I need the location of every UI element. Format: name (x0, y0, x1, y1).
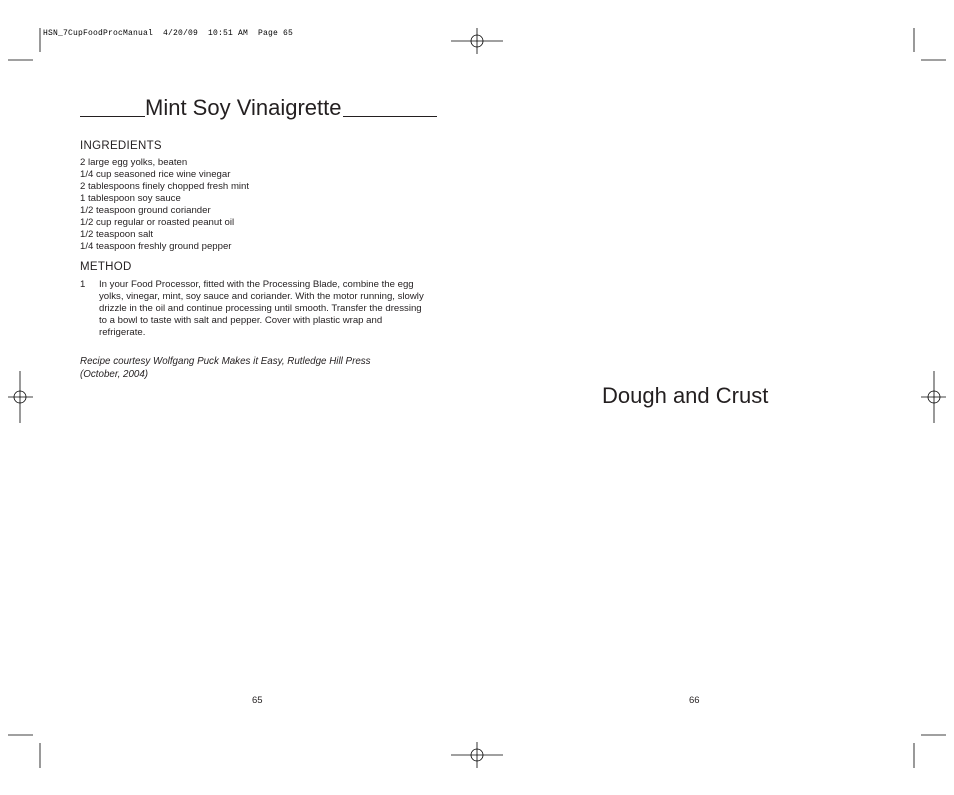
page-number-right: 66 (689, 695, 700, 706)
registration-mark-left (8, 371, 33, 423)
section-title: Dough and Crust (602, 383, 769, 408)
ingredient-item: 1/2 cup regular or roasted peanut oil (80, 217, 235, 228)
print-slug: HSN_7CupFoodProcManual 4/20/09 10:51 AM Page 65 (43, 29, 294, 38)
ingredient-item: 1/2 teaspoon salt (80, 229, 154, 240)
recipe-title: Mint Soy Vinaigrette (145, 95, 342, 120)
method-step (80, 279, 425, 339)
recipe-credit (80, 355, 430, 381)
registration-mark-top (451, 28, 503, 54)
ingredient-item: 1 tablespoon soy sauce (80, 193, 181, 204)
credit-line: Recipe courtesy Wolfgang Puck Makes it Easy, Rutledge Hill Press (80, 356, 371, 367)
ingredient-item: 1/4 teaspoon freshly ground pepper (80, 241, 232, 252)
registration-mark-bottom (451, 742, 503, 768)
ingredients-list (80, 157, 249, 253)
step-text: In your Food Processor, fitted with the Processing Blade, combine the egg yolks, vinegar, mint, soy sauce and coriander. With the motor running, slowly drizzle in the oil and continue processing until smooth. Transfer the dressing to a bowl to taste with salt and pepper. Cover with plastic wrap and refrigerate. (99, 279, 424, 338)
ingredients-heading: INGREDIENTS (80, 140, 162, 152)
registration-mark-right (921, 371, 946, 423)
ingredient-item: 1/2 teaspoon ground coriander (80, 205, 211, 216)
page-number-left: 65 (252, 695, 263, 706)
ingredient-item: 1/4 cup seasoned rice wine vinegar (80, 169, 231, 180)
ingredient-item: 2 large egg yolks, beaten (80, 157, 188, 168)
ingredient-item: 2 tablespoons finely chopped fresh mint (80, 181, 250, 192)
credit-line: (October, 2004) (80, 369, 149, 380)
method-heading: METHOD (80, 261, 132, 273)
step-number: 1 (80, 279, 86, 290)
